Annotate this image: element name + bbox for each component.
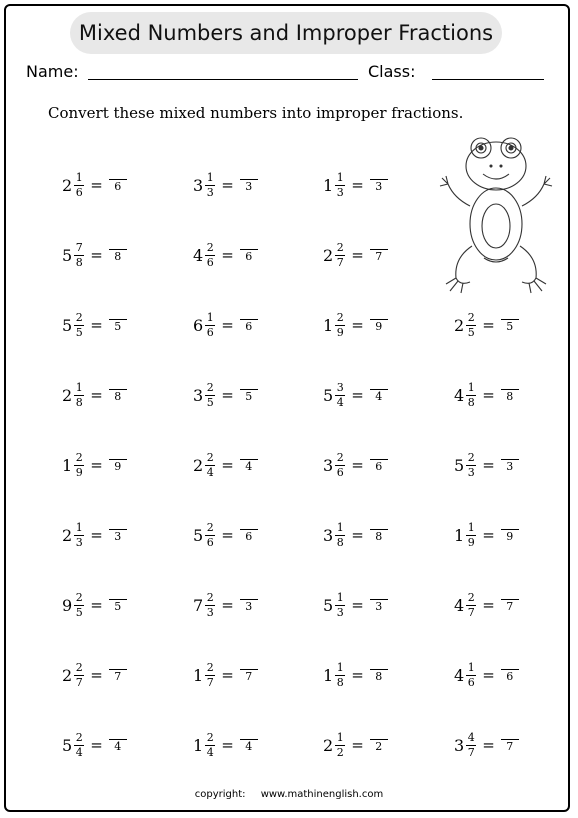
equals-sign: = bbox=[221, 526, 234, 544]
answer-fraction bbox=[109, 318, 127, 333]
answer-denominator: 7 bbox=[245, 669, 253, 683]
fraction bbox=[74, 592, 84, 619]
answer-denominator: 4 bbox=[375, 389, 383, 403]
problem-item bbox=[193, 165, 258, 205]
fraction bbox=[74, 382, 84, 409]
denominator: 6 bbox=[206, 535, 214, 549]
whole-number: 3 bbox=[323, 525, 334, 545]
problem-item bbox=[193, 515, 258, 555]
fraction bbox=[205, 732, 215, 759]
answer-denominator: 6 bbox=[114, 179, 122, 193]
problem-item bbox=[62, 445, 127, 485]
numerator: 1 bbox=[336, 590, 344, 604]
problem-item bbox=[323, 445, 388, 485]
answer-denominator: 4 bbox=[245, 739, 253, 753]
fraction bbox=[466, 662, 476, 689]
answer-denominator: 9 bbox=[375, 319, 383, 333]
equals-sign: = bbox=[351, 176, 364, 194]
equals-sign: = bbox=[482, 736, 495, 754]
problem-item bbox=[323, 725, 388, 765]
numerator: 1 bbox=[75, 170, 83, 184]
numerator: 1 bbox=[336, 660, 344, 674]
equals-sign: = bbox=[90, 456, 103, 474]
numerator: 1 bbox=[336, 730, 344, 744]
numerator: 2 bbox=[75, 730, 83, 744]
equals-sign: = bbox=[90, 736, 103, 754]
whole-number: 1 bbox=[193, 735, 204, 755]
answer-fraction bbox=[109, 598, 127, 613]
equals-sign: = bbox=[90, 246, 103, 264]
denominator: 7 bbox=[467, 745, 475, 759]
numerator: 1 bbox=[336, 520, 344, 534]
equals-sign: = bbox=[90, 526, 103, 544]
denominator: 2 bbox=[336, 745, 344, 759]
denominator: 5 bbox=[467, 325, 475, 339]
problem-item bbox=[454, 515, 519, 555]
whole-number: 4 bbox=[454, 665, 465, 685]
whole-number: 3 bbox=[193, 385, 204, 405]
denominator: 3 bbox=[467, 465, 475, 479]
whole-number: 5 bbox=[62, 735, 73, 755]
denominator: 7 bbox=[467, 605, 475, 619]
whole-number: 7 bbox=[193, 595, 204, 615]
fraction bbox=[466, 382, 476, 409]
problem-item bbox=[193, 725, 258, 765]
answer-fraction bbox=[109, 388, 127, 403]
fraction bbox=[335, 452, 345, 479]
answer-denominator: 3 bbox=[375, 179, 383, 193]
fraction bbox=[466, 312, 476, 339]
equals-sign: = bbox=[482, 386, 495, 404]
numerator: 2 bbox=[206, 450, 214, 464]
fraction bbox=[335, 382, 345, 409]
answer-denominator: 6 bbox=[506, 669, 514, 683]
answer-fraction bbox=[109, 248, 127, 263]
fraction bbox=[74, 172, 84, 199]
whole-number: 5 bbox=[62, 315, 73, 335]
problem-item bbox=[454, 305, 519, 345]
answer-denominator: 4 bbox=[114, 739, 122, 753]
problem-item bbox=[62, 585, 127, 625]
answer-fraction bbox=[240, 738, 258, 753]
fraction bbox=[466, 732, 476, 759]
denominator: 4 bbox=[75, 745, 83, 759]
denominator: 9 bbox=[467, 535, 475, 549]
whole-number: 2 bbox=[323, 245, 334, 265]
whole-number: 5 bbox=[62, 245, 73, 265]
equals-sign: = bbox=[221, 386, 234, 404]
fraction bbox=[205, 172, 215, 199]
answer-denominator: 3 bbox=[245, 179, 253, 193]
answer-fraction bbox=[501, 458, 519, 473]
problem-item bbox=[454, 585, 519, 625]
numerator: 1 bbox=[467, 380, 475, 394]
equals-sign: = bbox=[90, 666, 103, 684]
denominator: 6 bbox=[206, 325, 214, 339]
fraction bbox=[335, 312, 345, 339]
denominator: 3 bbox=[75, 535, 83, 549]
problem-item bbox=[323, 235, 388, 275]
fraction bbox=[74, 452, 84, 479]
whole-number: 2 bbox=[62, 175, 73, 195]
answer-denominator: 7 bbox=[114, 669, 122, 683]
fraction bbox=[74, 662, 84, 689]
answer-denominator: 8 bbox=[114, 249, 122, 263]
answer-denominator: 5 bbox=[245, 389, 253, 403]
answer-fraction bbox=[109, 178, 127, 193]
fraction bbox=[205, 452, 215, 479]
instruction-text: Convert these mixed numbers into improper fractions. bbox=[48, 104, 464, 122]
answer-denominator: 3 bbox=[245, 599, 253, 613]
answer-denominator: 6 bbox=[245, 529, 253, 543]
whole-number: 2 bbox=[193, 455, 204, 475]
denominator: 7 bbox=[75, 675, 83, 689]
numerator: 2 bbox=[75, 660, 83, 674]
fraction bbox=[205, 382, 215, 409]
fraction bbox=[205, 662, 215, 689]
equals-sign: = bbox=[482, 666, 495, 684]
whole-number: 1 bbox=[62, 455, 73, 475]
numerator: 2 bbox=[206, 520, 214, 534]
title-text: Mixed Numbers and Improper Fractions bbox=[78, 21, 494, 45]
equals-sign: = bbox=[221, 736, 234, 754]
answer-denominator: 9 bbox=[114, 459, 122, 473]
answer-fraction bbox=[501, 528, 519, 543]
equals-sign: = bbox=[482, 456, 495, 474]
equals-sign: = bbox=[221, 456, 234, 474]
numerator: 2 bbox=[336, 450, 344, 464]
answer-denominator: 6 bbox=[245, 319, 253, 333]
whole-number: 2 bbox=[62, 385, 73, 405]
equals-sign: = bbox=[351, 736, 364, 754]
numerator: 2 bbox=[206, 590, 214, 604]
answer-fraction bbox=[240, 668, 258, 683]
answer-denominator: 7 bbox=[375, 249, 383, 263]
equals-sign: = bbox=[482, 596, 495, 614]
numerator: 1 bbox=[336, 170, 344, 184]
denominator: 6 bbox=[75, 185, 83, 199]
fraction bbox=[335, 242, 345, 269]
fraction bbox=[335, 522, 345, 549]
answer-fraction bbox=[109, 738, 127, 753]
whole-number: 1 bbox=[454, 525, 465, 545]
problem-item bbox=[323, 305, 388, 345]
denominator: 5 bbox=[75, 605, 83, 619]
denominator: 8 bbox=[75, 255, 83, 269]
answer-fraction bbox=[370, 528, 388, 543]
whole-number: 6 bbox=[193, 315, 204, 335]
denominator: 4 bbox=[206, 745, 214, 759]
numerator: 2 bbox=[336, 310, 344, 324]
answer-denominator: 7 bbox=[506, 599, 514, 613]
fraction bbox=[74, 242, 84, 269]
equals-sign: = bbox=[90, 386, 103, 404]
answer-denominator: 8 bbox=[506, 389, 514, 403]
answer-denominator: 4 bbox=[245, 459, 253, 473]
numerator: 2 bbox=[206, 240, 214, 254]
answer-fraction bbox=[501, 668, 519, 683]
fraction bbox=[205, 592, 215, 619]
worksheet-title bbox=[70, 12, 502, 54]
problem-item bbox=[193, 445, 258, 485]
answer-fraction bbox=[240, 178, 258, 193]
whole-number: 4 bbox=[454, 385, 465, 405]
whole-number: 5 bbox=[323, 385, 334, 405]
answer-fraction bbox=[109, 528, 127, 543]
problem-item bbox=[323, 375, 388, 415]
fraction bbox=[205, 522, 215, 549]
denominator: 8 bbox=[467, 395, 475, 409]
problem-item bbox=[62, 235, 127, 275]
class-label: Class: bbox=[368, 62, 416, 81]
answer-fraction bbox=[370, 668, 388, 683]
whole-number: 2 bbox=[454, 315, 465, 335]
problem-item bbox=[193, 375, 258, 415]
denominator: 8 bbox=[336, 535, 344, 549]
whole-number: 1 bbox=[323, 665, 334, 685]
answer-fraction bbox=[501, 598, 519, 613]
answer-denominator: 8 bbox=[114, 389, 122, 403]
fraction bbox=[205, 312, 215, 339]
problem-item bbox=[323, 655, 388, 695]
problem-item bbox=[62, 725, 127, 765]
numerator: 2 bbox=[467, 450, 475, 464]
answer-fraction bbox=[370, 178, 388, 193]
numerator: 2 bbox=[206, 730, 214, 744]
whole-number: 5 bbox=[323, 595, 334, 615]
numerator: 4 bbox=[467, 730, 475, 744]
answer-denominator: 2 bbox=[375, 739, 383, 753]
numerator: 1 bbox=[206, 170, 214, 184]
equals-sign: = bbox=[351, 386, 364, 404]
denominator: 6 bbox=[206, 255, 214, 269]
equals-sign: = bbox=[221, 246, 234, 264]
fraction bbox=[466, 452, 476, 479]
numerator: 1 bbox=[467, 520, 475, 534]
equals-sign: = bbox=[351, 456, 364, 474]
equals-sign: = bbox=[351, 526, 364, 544]
answer-denominator: 3 bbox=[114, 529, 122, 543]
problem-item bbox=[193, 305, 258, 345]
denominator: 7 bbox=[336, 255, 344, 269]
numerator: 3 bbox=[336, 380, 344, 394]
numerator: 1 bbox=[206, 310, 214, 324]
whole-number: 1 bbox=[323, 315, 334, 335]
name-class-row bbox=[26, 62, 556, 86]
equals-sign: = bbox=[221, 666, 234, 684]
numerator: 7 bbox=[75, 240, 83, 254]
denominator: 4 bbox=[336, 395, 344, 409]
denominator: 3 bbox=[336, 605, 344, 619]
problem-item bbox=[454, 655, 519, 695]
answer-fraction bbox=[501, 318, 519, 333]
answer-denominator: 3 bbox=[506, 459, 514, 473]
problem-item bbox=[454, 375, 519, 415]
numerator: 2 bbox=[336, 240, 344, 254]
numerator: 2 bbox=[467, 310, 475, 324]
answer-fraction bbox=[370, 248, 388, 263]
answer-fraction bbox=[109, 458, 127, 473]
answer-fraction bbox=[370, 388, 388, 403]
answer-denominator: 8 bbox=[375, 529, 383, 543]
problem-item bbox=[323, 515, 388, 555]
whole-number: 1 bbox=[323, 175, 334, 195]
fraction bbox=[335, 172, 345, 199]
name-label: Name: bbox=[26, 62, 79, 81]
numerator: 2 bbox=[206, 380, 214, 394]
answer-fraction bbox=[240, 318, 258, 333]
problem-item bbox=[454, 445, 519, 485]
problem-item bbox=[62, 305, 127, 345]
denominator: 6 bbox=[336, 465, 344, 479]
problem-item bbox=[323, 165, 388, 205]
equals-sign: = bbox=[351, 316, 364, 334]
whole-number: 5 bbox=[454, 455, 465, 475]
whole-number: 5 bbox=[193, 525, 204, 545]
answer-fraction bbox=[370, 598, 388, 613]
numerator: 2 bbox=[75, 590, 83, 604]
problem-item bbox=[62, 515, 127, 555]
numerator: 1 bbox=[75, 520, 83, 534]
answer-fraction bbox=[240, 458, 258, 473]
whole-number: 9 bbox=[62, 595, 73, 615]
numerator: 1 bbox=[467, 660, 475, 674]
equals-sign: = bbox=[221, 596, 234, 614]
denominator: 7 bbox=[206, 675, 214, 689]
whole-number: 2 bbox=[62, 525, 73, 545]
problem-item bbox=[62, 655, 127, 695]
answer-fraction bbox=[240, 248, 258, 263]
problem-item bbox=[193, 585, 258, 625]
problem-item bbox=[454, 725, 519, 765]
numerator: 2 bbox=[206, 660, 214, 674]
numerator: 1 bbox=[75, 380, 83, 394]
denominator: 4 bbox=[206, 465, 214, 479]
fraction bbox=[205, 242, 215, 269]
answer-fraction bbox=[501, 738, 519, 753]
denominator: 5 bbox=[206, 395, 214, 409]
problem-item bbox=[193, 655, 258, 695]
answer-denominator: 7 bbox=[506, 739, 514, 753]
equals-sign: = bbox=[221, 176, 234, 194]
equals-sign: = bbox=[90, 176, 103, 194]
answer-denominator: 3 bbox=[375, 599, 383, 613]
whole-number: 3 bbox=[454, 735, 465, 755]
copyright-footer bbox=[0, 789, 578, 800]
denominator: 8 bbox=[336, 675, 344, 689]
answer-fraction bbox=[370, 458, 388, 473]
fraction bbox=[335, 732, 345, 759]
problem-item bbox=[323, 585, 388, 625]
whole-number: 1 bbox=[193, 665, 204, 685]
equals-sign: = bbox=[482, 316, 495, 334]
answer-fraction bbox=[240, 598, 258, 613]
fraction bbox=[74, 732, 84, 759]
denominator: 6 bbox=[467, 675, 475, 689]
answer-denominator: 5 bbox=[114, 319, 122, 333]
denominator: 3 bbox=[206, 605, 214, 619]
answer-denominator: 5 bbox=[506, 319, 514, 333]
whole-number: 4 bbox=[454, 595, 465, 615]
fraction bbox=[335, 662, 345, 689]
equals-sign: = bbox=[90, 316, 103, 334]
answer-fraction bbox=[109, 668, 127, 683]
equals-sign: = bbox=[351, 666, 364, 684]
whole-number: 2 bbox=[62, 665, 73, 685]
class-field[interactable] bbox=[432, 79, 544, 80]
fraction bbox=[74, 312, 84, 339]
answer-fraction bbox=[240, 388, 258, 403]
whole-number: 4 bbox=[193, 245, 204, 265]
problem-item bbox=[193, 235, 258, 275]
denominator: 9 bbox=[75, 465, 83, 479]
numerator: 2 bbox=[75, 310, 83, 324]
problem-item bbox=[62, 375, 127, 415]
answer-fraction bbox=[501, 388, 519, 403]
whole-number: 3 bbox=[323, 455, 334, 475]
whole-number: 3 bbox=[193, 175, 204, 195]
copyright-site: www.mathinenglish.com bbox=[260, 789, 384, 800]
denominator: 8 bbox=[75, 395, 83, 409]
answer-fraction bbox=[370, 318, 388, 333]
denominator: 9 bbox=[336, 325, 344, 339]
fraction bbox=[74, 522, 84, 549]
answer-denominator: 6 bbox=[245, 249, 253, 263]
frog-icon bbox=[436, 126, 556, 296]
fraction bbox=[335, 592, 345, 619]
answer-denominator: 5 bbox=[114, 599, 122, 613]
denominator: 5 bbox=[75, 325, 83, 339]
numerator: 2 bbox=[467, 590, 475, 604]
whole-number: 2 bbox=[323, 735, 334, 755]
denominator: 3 bbox=[206, 185, 214, 199]
equals-sign: = bbox=[482, 526, 495, 544]
equals-sign: = bbox=[351, 596, 364, 614]
equals-sign: = bbox=[221, 316, 234, 334]
denominator: 3 bbox=[336, 185, 344, 199]
name-field[interactable] bbox=[88, 79, 358, 80]
problem-item bbox=[62, 165, 127, 205]
answer-fraction bbox=[370, 738, 388, 753]
answer-denominator: 9 bbox=[506, 529, 514, 543]
numerator: 2 bbox=[75, 450, 83, 464]
fraction bbox=[466, 522, 476, 549]
equals-sign: = bbox=[90, 596, 103, 614]
answer-denominator: 6 bbox=[375, 459, 383, 473]
answer-denominator: 8 bbox=[375, 669, 383, 683]
answer-fraction bbox=[240, 528, 258, 543]
fraction bbox=[466, 592, 476, 619]
equals-sign: = bbox=[351, 246, 364, 264]
copyright-label: copyright: bbox=[194, 789, 246, 800]
